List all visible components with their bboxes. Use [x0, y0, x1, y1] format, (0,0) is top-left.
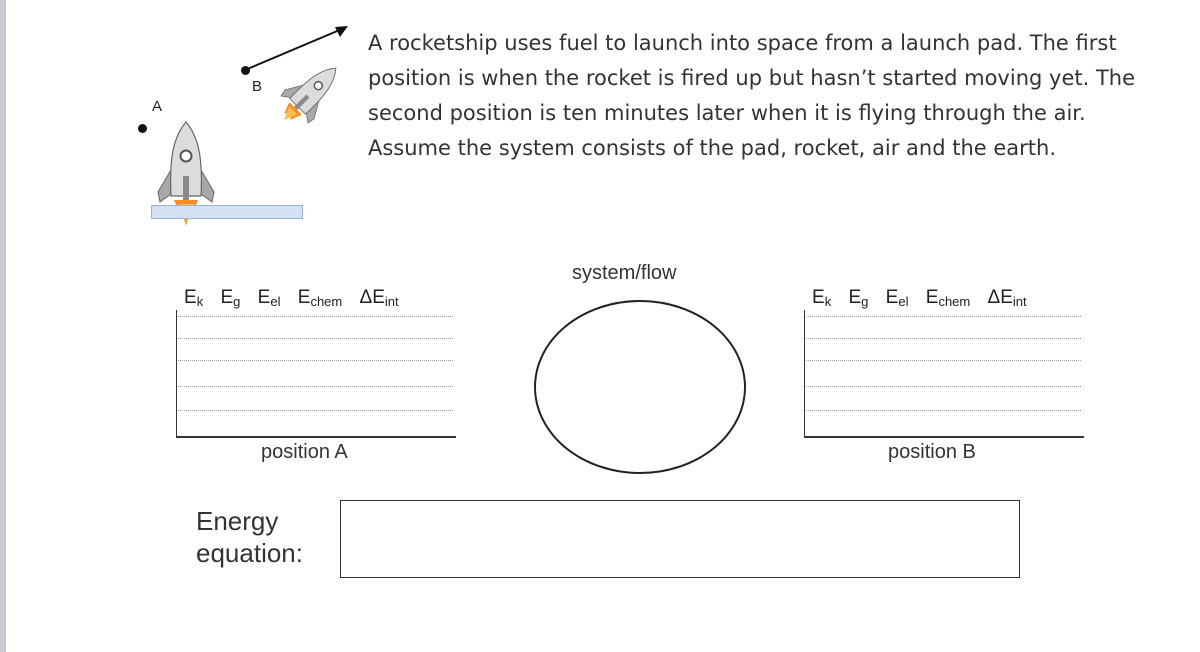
- chart-a-y-axis: [176, 310, 177, 438]
- header-ek: $E_k$: [812, 287, 832, 309]
- header-echem: $E_{chem}$: [297, 287, 343, 309]
- header-delta-eint: $\Delta E_{int}$: [359, 287, 399, 309]
- header-echem: $E_{chem}$: [925, 287, 971, 309]
- header-eg: $E_g$: [220, 287, 241, 309]
- energy-equation-label: [196, 505, 303, 569]
- rocket-scene: [6, 0, 366, 240]
- chart-b-x-axis: [804, 436, 1084, 438]
- chart-b-gridline: [806, 360, 1081, 361]
- chart-a-gridline: [178, 386, 453, 387]
- point-b-label: B: [252, 78, 263, 95]
- point-a-label: A: [152, 98, 163, 115]
- problem-statement: A rocketship uses fuel to launch into space from a launch pad. The first position is when the rocket is fired up but hasn’t started moving yet. The second position is ten minutes later when it is flying through the air. Assume the system consists of the pad, rocket, air and the earth.: [368, 31, 1136, 160]
- chart-b-gridline: [806, 316, 1081, 317]
- chart-b-gridline: [806, 338, 1081, 339]
- header-eel: $E_{el}$: [885, 287, 909, 309]
- header-eg: $E_g$: [848, 287, 869, 309]
- energy-bar-chart-a[interactable]: [176, 298, 456, 438]
- energy-equation-label-line1: Energy: [196, 506, 279, 536]
- chart-b-gridline: [806, 410, 1081, 411]
- rocket-icon-tilted: [264, 54, 354, 136]
- header-delta-eint: $\Delta E_{int}$: [987, 287, 1027, 309]
- chart-a-gridline: [178, 338, 453, 339]
- chart-b-gridline: [806, 386, 1081, 387]
- chart-a-gridline: [178, 360, 453, 361]
- system-flow-circle[interactable]: [534, 300, 746, 474]
- energy-bar-chart-b[interactable]: [804, 298, 1084, 438]
- position-a-label: position A: [261, 441, 348, 463]
- point-a-dot: [138, 124, 147, 133]
- chart-b-y-axis: [804, 310, 805, 438]
- header-ek: $E_k$: [184, 287, 204, 309]
- energy-equation-label-line2: equation:: [196, 538, 303, 568]
- position-b-label: position B: [888, 441, 976, 463]
- chart-a-x-axis: [176, 436, 456, 438]
- chart-a-gridline: [178, 316, 453, 317]
- system-flow-label: system/flow: [572, 262, 677, 284]
- worksheet-page: [6, 0, 1200, 652]
- chart-a-gridline: [178, 410, 453, 411]
- header-eel: $E_{el}$: [257, 287, 281, 309]
- energy-equation-input[interactable]: [340, 500, 1020, 578]
- launch-pad: [151, 205, 303, 219]
